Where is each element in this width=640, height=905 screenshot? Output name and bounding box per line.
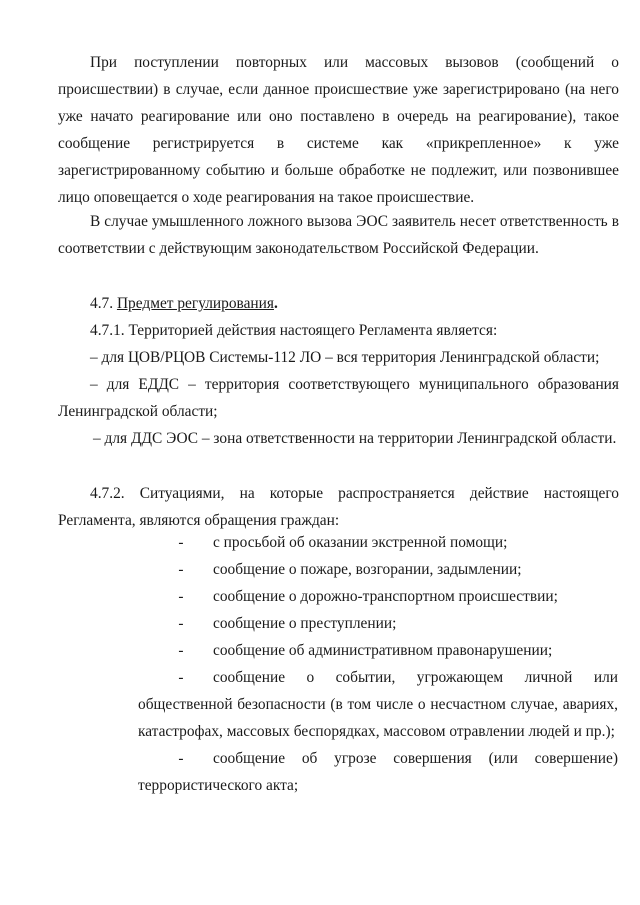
territory-item-cov: – для ЦОВ/РЦОВ Системы-112 ЛО – вся территория Ленинградской области;: [90, 349, 600, 366]
section-title-dot: .: [273, 295, 278, 312]
paragraph-repeated-calls: При поступлении повторных или массовых вызовов (сообщений о происшествии) в случае, если данное происшествие уже зарегистрировано (на него уже начато реагирование или оно поставлено в очередь на реагирование), такое сообщение регистрируется в системе как «прикрепленное» к уже зарегистрированному событию и больше обработке не подлежит, или позвонившее лицо оповещается о ходе реагирования на такое происшествие.: [58, 54, 619, 206]
list-item-continuation: общественной безопасности (в том числе о несчастном случае, авариях, катастрофах, массовых беспорядках, массовом отравлении людей и пр.);: [138, 696, 618, 740]
list-item: [138, 664, 618, 691]
territory-item-dds: – для ДДС ЭОС – зона ответственности на территории Ленинградской области.: [93, 430, 617, 447]
list-item-text: с просьбой об оказании экстренной помощи;: [213, 534, 508, 551]
territory-item-edds: – для ЕДДС – территория соответствующего муниципального образования Ленинградской области;: [58, 376, 619, 420]
list-item-text: сообщение о пожаре, возгорании, задымлении;: [213, 561, 522, 578]
section-title: Предмет регулирования: [116, 295, 274, 312]
list-dash: -: [178, 669, 184, 686]
list-item-text: сообщение о событии, угрожающем личной или: [213, 669, 618, 686]
list-dash: -: [178, 561, 184, 578]
list-item-text: сообщение о дорожно-транспортном происшествии;: [213, 588, 558, 605]
list-item-text: сообщение о преступлении;: [213, 615, 397, 632]
section-4-7-1: 4.7.1. Территорией действия настоящего Регламента является:: [90, 322, 498, 339]
section-4-7-2: 4.7.2. Ситуациями, на которые распространяется действие настоящего Регламента, являются обращения граждан:: [58, 485, 619, 529]
list-item-text: сообщение об угрозе совершения (или совершение): [213, 750, 618, 767]
list-item-continuation: террористического акта;: [138, 777, 299, 794]
list-dash: -: [178, 534, 184, 551]
list-dash: -: [178, 615, 184, 632]
list-dash: -: [178, 750, 184, 767]
list-item: [138, 745, 618, 772]
list-dash: -: [178, 642, 184, 659]
list-item-text: сообщение об административном правонарушении;: [213, 642, 553, 659]
section-4-7-heading: [90, 290, 619, 317]
paragraph-false-call: В случае умышленного ложного вызова ЭОС заявитель несет ответственность в соответствии с действующим законодательством Российской Федерации.: [58, 213, 619, 257]
list-dash: -: [178, 588, 184, 605]
section-number: 4.7.: [90, 295, 117, 312]
